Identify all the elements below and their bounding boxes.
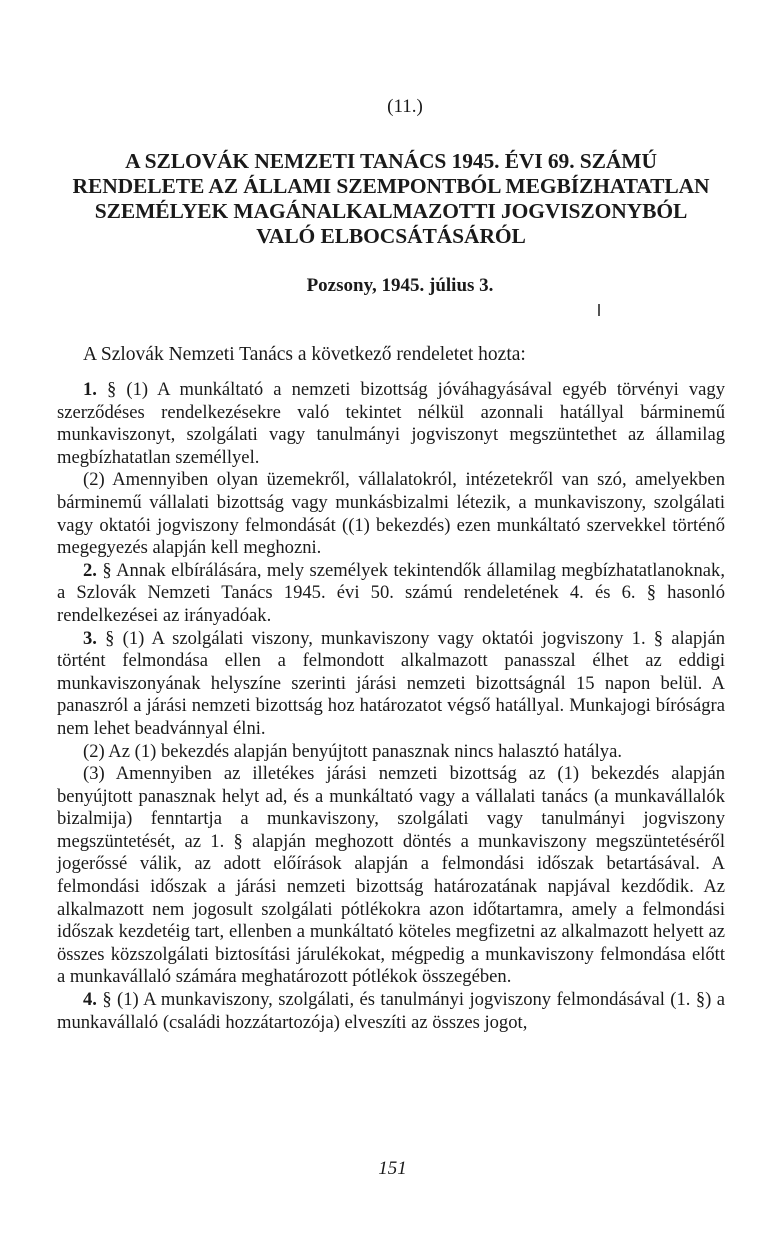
- paragraph-text: § Annak elbírálására, mely személyek tekintendők államilag megbízhatatlanoknak, a Szlovák Nemzeti Tanács 1945. évi 50. számú rendeletének 4. és 6. § hasonló rendelkezései az irányadóak.: [57, 559, 725, 626]
- paragraph-text: § (1) A munkaviszony, szolgálati, és tanulmányi jogviszony felmondásával (1. §) a munkavállaló (családi hozzátartozója) elveszíti az összes jogot,: [57, 989, 725, 1033]
- paragraph-section-1-2: [57, 469, 725, 559]
- paragraph-section-1-1: [57, 379, 725, 469]
- paragraph-text: § (1) A szolgálati viszony, munkaviszony vagy oktatói jogviszony 1. § alapján történt felmondása ellen a felmondott alkalmazott panasszal élhet az eddigi munkaviszonyának helyszíne szerinti járási nemzeti bizottságnál 15 napon belül. A panaszról a járási nemzeti bizottság hoz határozatot végső hatállyal. Munkajogi bíróságra nem lehet beadvánnyal élni.: [57, 627, 725, 739]
- title-line: A SZLOVÁK NEMZETI TANÁCS 1945. ÉVI 69. SZÁMÚ: [125, 149, 657, 173]
- intro-text: A Szlovák Nemzeti Tanács a következő rendeletet hozta:: [83, 344, 526, 365]
- title-line: VALÓ ELBOCSÁTÁSÁRÓL: [256, 224, 526, 248]
- paragraph-text: (3) Amennyiben az illetékes járási nemzeti bizottság az (1) bekezdés alapján benyújtott panasznak helyt ad, és a munkáltató vagy a vállalati tanács (a munkavállalók bizalmija) fenntartja a munkaviszony, szolgálati vagy tanulmányi jogviszony megszüntetését, az 1. § alapján meghozott döntés a munkaviszony megszüntetéséről jogerőssé válik, az adott előírások alapján a felmondási időszak betartásával. A felmondási időszak a járási nemzeti bizottság határozatának napjával kezdődik. Az alkalmazott nem jogosult szolgálati pótlékokra azon időtartamra, amely a felmondási időszak kezdetéig tart, ellenben a munkáltató köteles megfizetni az alkalmazott helyett az összes közszolgálati biztosítási járulékokat, mégpedig a munkaviszony felmondása előtt a munkavállaló számára meghatározott pótlékok összegében.: [57, 763, 725, 988]
- paragraph-text: § (1) A munkáltató a nemzeti bizottság jóváhagyásával egyéb törvényi vagy szerződéses rendelkezésekre való tekintet nélkül azonnali hatállyal bárminemű munkaviszonyt, szolgálati vagy tanulmányi jogviszonyt megszüntethet az államilag megbízhatatlan személlyel.: [57, 379, 725, 468]
- title-line: SZEMÉLYEK MAGÁNALKALMAZOTTI JOGVISZONYBÓL: [94, 199, 688, 223]
- document-title: [57, 149, 725, 249]
- paragraph-section-3-1: [57, 628, 725, 741]
- chapter-number: (11.): [387, 96, 423, 117]
- place-date: Pozsony, 1945. július 3.: [306, 275, 494, 296]
- section-number: 2.: [83, 559, 97, 581]
- section-number: 4.: [83, 989, 97, 1011]
- paragraph-text: (2) Amennyiben olyan üzemekről, vállalatokról, intézetekről van szó, amelyekben bárminemű vállalati bizottság vagy munkásbizalmi létezik, a munkaviszony, szolgálati vagy oktatói jogviszony felmondását ((1) bekezdés) ezen munkáltató szervekkel történő megegyezés alapján kell meghozni.: [57, 469, 725, 559]
- paragraph-text: (2) Az (1) bekezdés alapján benyújtott panasznak nincs halasztó hatálya.: [83, 740, 623, 762]
- paragraph-section-2: [57, 560, 725, 628]
- paragraph-section-4-1: [57, 989, 725, 1034]
- body-text: [57, 379, 725, 1034]
- stray-ink-mark: [598, 304, 600, 316]
- title-line: RENDELETE AZ ÁLLAMI SZEMPONTBÓL MEGBÍZHATATLAN: [72, 174, 710, 198]
- paragraph-section-3-2: [57, 741, 725, 764]
- document-page: [57, 96, 725, 1034]
- paragraph-section-3-3: [57, 763, 725, 989]
- section-number: 1.: [83, 379, 97, 400]
- page-number: 151: [378, 1158, 407, 1179]
- section-number: 3.: [83, 627, 97, 649]
